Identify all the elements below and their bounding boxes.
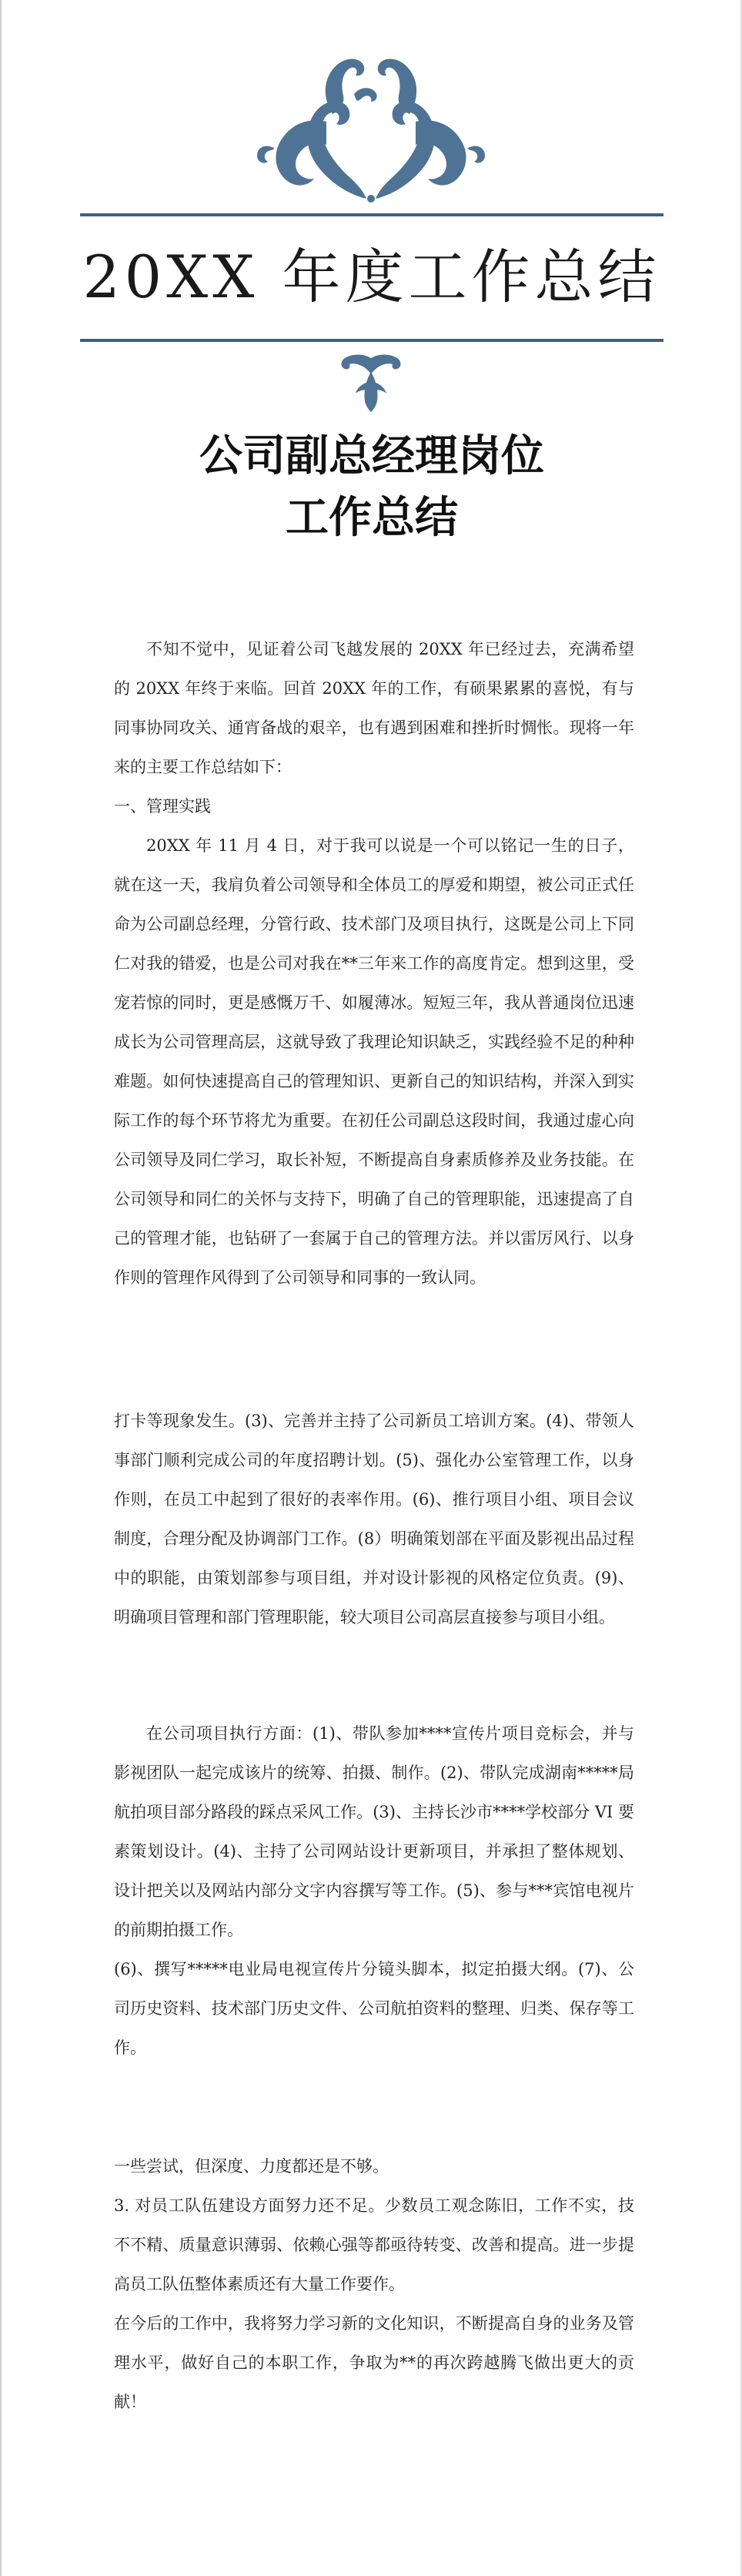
management-paragraph: 20XX 年 11 月 4 日，对于我可以说是一个可以铭记一生的日子，就在这一天，我肩负着公司领导和全体员工的厚爱和期望，被公司正式任命为公司副总经理，分管行政、技术部门及项目执行，这既是公司上下同仁对我的错爱，也是公司对我在**三年来工作的高度肯定。想到这里，受宠若惊的同时，更是感慨万千、如履薄冰。短短三年，我从普通岗位迅速成长为公司管理高层，这就导致了我理论知识缺乏，实践经验不足的种种难题。如何快速提高自己的管理知识、更新自己的知识结构，并深入到实际工作的每个环节将尤为重要。在初任公司副总这段时间，我通过虚心向公司领导及同仁学习，取长补短，不断提高自身素质修养及业务技能。在公司领导和同仁的关怀与支持下，明确了自己的管理职能，迅速提高了自己的管理才能，也钻研了一套属于自己的管理方法。并以雷厉风行、以身作则的管理作风得到了公司领导和同事的一致认同。 <box>114 836 634 1287</box>
closing-paragraph: 在今后的工作中，我将努力学习新的文化知识，不断提高自身的业务及管理水平，做好自己的本职工作，争取为**的再次跨越腾飞做出更大的贡献！ <box>114 2314 634 2411</box>
intro-paragraph: 不知不觉中，见证着公司飞越发展的 20XX 年已经过去，充满希望的 20XX 年终于来临。回首 20XX 年的工作，有硕果累累的喜悦，有与同事协同攻关、通宵备战的艰辛，也有遇到困难和挫折时惆怅。现将一年来的主要工作总结如下： <box>114 640 634 776</box>
floral-ornament-icon <box>231 48 511 206</box>
header-bottom-rule <box>80 339 663 342</box>
project-execution-paragraph: 在公司项目执行方面：(1)、带队参加****宣传片项目竞标会，并与影视团队一起完成该片的统筹、拍摄、制作。(2)、带队完成湖南*****局航拍项目部分路段的踩点采风工作。(3)、主持长沙市****学校部分 VI 要素策划设计。(4)、主持了公司网站设计更新项目，并承担了整体规划、设计把关以及网站内部分文字内容撰写等工作。(5)、参与***宾馆电视片的前期拍摄工作。 <box>114 1724 634 1939</box>
section-intro-and-management <box>114 630 634 1298</box>
admin-work-paragraph: 打卡等现象发生。(3)、完善并主持了公司新员工培训方案。(4)、带领人事部门顺利完成公司的年度招聘计划。(5)、强化办公室管理工作，以身作则，在员工中起到了很好的表率作用。(6)、推行项目小组、项目会议制度，合理分配及协调部门工作。(8）明确策划部在平面及影视出品过程中的职能，由策划部参与项目组，并对设计影视的风格定位负责。(9)、明确项目管理和部门管理职能，较大项目公司高层直接参与项目小组。 <box>114 1412 634 1626</box>
section-shortcomings <box>114 2147 634 2422</box>
shortcomings-line: 一些尝试，但深度、力度都还是不够。 <box>114 2157 389 2176</box>
section-heading-management: 一、管理实践 <box>114 797 211 816</box>
page-header-title: 20XX 年度工作总结 <box>82 243 661 311</box>
section-project-execution <box>114 1714 634 2068</box>
section-admin-work <box>114 1402 634 1637</box>
shortcoming-point-3: 3. 对员工队伍建设方面努力还不足。少数员工观念陈旧，工作不实，技不不精、质量意识薄弱、依赖心强等都亟待转变、改善和提高。进一步提高员工队伍整体素质还有大量工作要作。 <box>114 2196 634 2293</box>
page-left-edge <box>0 0 2 2576</box>
project-execution-paragraph-2: (6)、撰写*****电业局电视宣传片分镜头脚本，拟定拍摄大纲。(7)、公司历史资料、技术部门历史文件、公司航拍资料的整理、归类、保存等工作。 <box>114 1960 634 2057</box>
small-floral-ornament-icon <box>333 350 409 414</box>
document-title <box>80 425 663 548</box>
document-title-line-2: 工作总结 <box>286 492 458 543</box>
header-top-rule <box>80 213 663 216</box>
document-title-line-1: 公司副总经理岗位 <box>199 430 544 481</box>
